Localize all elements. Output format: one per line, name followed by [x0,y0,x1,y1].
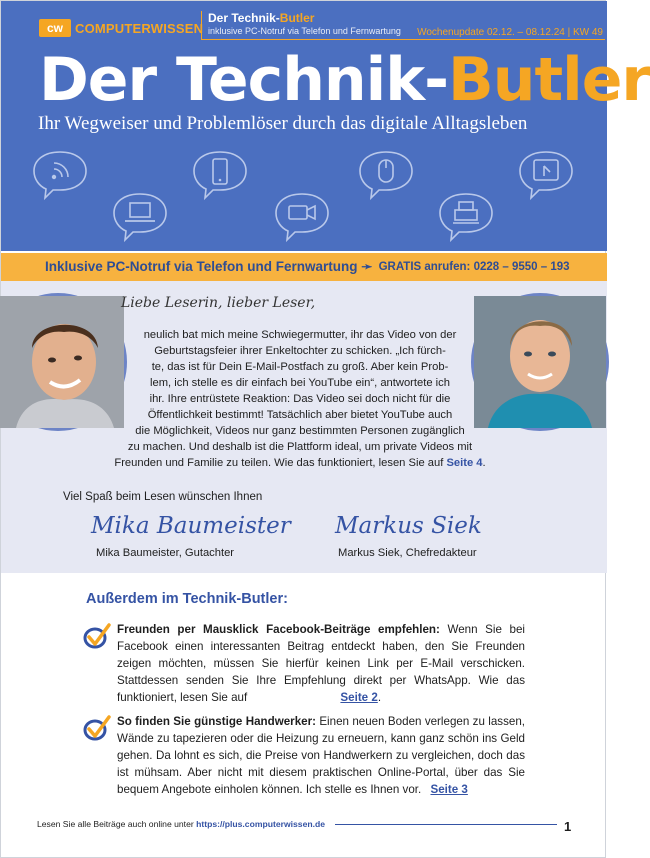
author-photo-mika [0,293,127,431]
rss-icon [31,149,89,201]
letter-line: ihr. Ihre entrüstete Reaktion: Das Video sei doch nicht für die [149,393,451,405]
letter-line: zu machen. Und deshalb ist die Plattform ideal, um private Videos mit [127,441,473,453]
letter-line: te, das ist für Dein E-Mail-Postfach zu groß. Aber kein Prob- [151,361,449,373]
page-link-4[interactable]: Seite 4 [446,457,483,469]
notruf-banner [1,253,607,281]
signature-markus: Markus Siek [335,513,482,539]
teaser-end: . [377,691,382,704]
letter-line: lem, ich stelle es dir einfach bei YouTube ein“, antwortete ich [150,377,450,389]
logo-mark: cw [39,19,71,37]
teaser-item [83,713,523,803]
checkmark-icon [83,715,111,741]
topbar-divider [201,39,605,40]
letter-line: neulich bat mich meine Schwiegermutter, ihr das Video von der [143,329,457,341]
computerwissen-logo[interactable] [39,19,203,37]
author-photo-markus [471,293,609,431]
letter-line: Freunden und Familie zu teilen. Wie das funktioniert, lesen Sie auf [114,457,444,469]
letter-closing: Viel Spaß beim Lesen wünschen Ihnen [63,491,263,503]
notruf-text: Inklusive PC-Notruf via Telefon und Fernwartung ➛ [45,259,373,274]
teaser-item [83,621,523,711]
logo-text: COMPUTERWISSEN [75,20,204,36]
footer-text: Lesen Sie alle Beiträge auch online unter [37,819,194,829]
letter-line: Geburtstagsfeier ihrer Enkeltochter zu schicken. „Ich fürch- [154,345,446,357]
signature-mika: Mika Baumeister [91,513,291,539]
weekly-update: Wochenupdate 02.12. – 08.12.24 | KW 49 [417,27,603,38]
smartphone-icon [191,149,249,201]
video-camera-icon [273,191,331,243]
mouse-icon [357,149,415,201]
teaser-body: Wenn Sie bei Facebook einen interessanten Beitrag entdeckt haben, den Sie Freunden zeigen möchten, müssen Sie hierfür keinen Link per E-Mail verschicken. Stattdessen senden Sie Ihre Empfehlung direkt per WhatsApp. Wie das funktioniert, lesen Sie auf [117,623,525,704]
footer-url-link[interactable]: https://plus.computerwissen.de [196,819,326,829]
title-part-2: Butler [448,45,650,115]
title-part-1: Der Technik- [39,45,448,115]
letter-last-line [85,455,515,471]
also-heading: Außerdem im Technik-Butler: [86,591,288,607]
teaser-body: Einen neuen Boden verlegen zu lassen, Wände zu tapezieren oder die Heizung zu erneuern, kann ganz schön ins Geld gehen. Da lohnt es sich, die Preise von Handwerkern zu vergleichen, doch das ist mühsam. Aber nicht mit diesem praktischen Online-Portal, über das Sie bequem Angebote einholen können. Ich stelle es Ihnen vor. [117,715,525,796]
printer-icon [437,191,495,243]
notruf-phone[interactable]: GRATIS anrufen: 0228 – 9550 – 193 [378,261,570,273]
mini-title-block [201,11,409,39]
author-name-mika: Mika Baumeister, Gutachter [96,547,235,559]
letter-line: die Möglichkeit, Videos nur ganz bestimmten Personen zugänglich [135,425,465,437]
checkmark-icon [83,623,111,649]
footer-divider [335,824,557,825]
teaser-title: Freunden per Mausklick Facebook-Beiträge empfehlen: [117,623,440,636]
mini-subtitle: inklusive PC-Notruf via Telefon und Fernwartung [208,26,401,36]
letter-end: . [482,457,486,469]
teaser-title: So finden Sie günstige Handwerker: [117,715,316,728]
page-number: 1 [564,819,572,834]
editorial-letter [1,281,607,573]
letter-greeting: Liebe Leserin, lieber Leser, [121,295,316,311]
laptop-icon [111,191,169,243]
mini-title-a: Der Technik- [208,11,280,25]
page-link-2[interactable]: Seite 2 [340,691,378,704]
teaser-text [117,621,525,706]
letter-line: Öffentlichkeit bestimmt! Tatsächlich aber bietet YouTube auch [147,409,453,421]
author-name-markus: Markus Siek, Chefredakteur [338,547,477,559]
tablet-icon [517,149,575,201]
mini-title [208,11,409,25]
teaser-text [117,713,525,798]
page-link-3[interactable]: Seite 3 [430,783,468,796]
top-bar [1,7,607,41]
page-title [39,45,650,115]
header-banner [1,1,650,251]
mini-title-b: Butler [279,11,315,25]
page-subtitle: Ihr Wegweiser und Problemlöser durch das digitale Alltagsleben [38,113,528,134]
